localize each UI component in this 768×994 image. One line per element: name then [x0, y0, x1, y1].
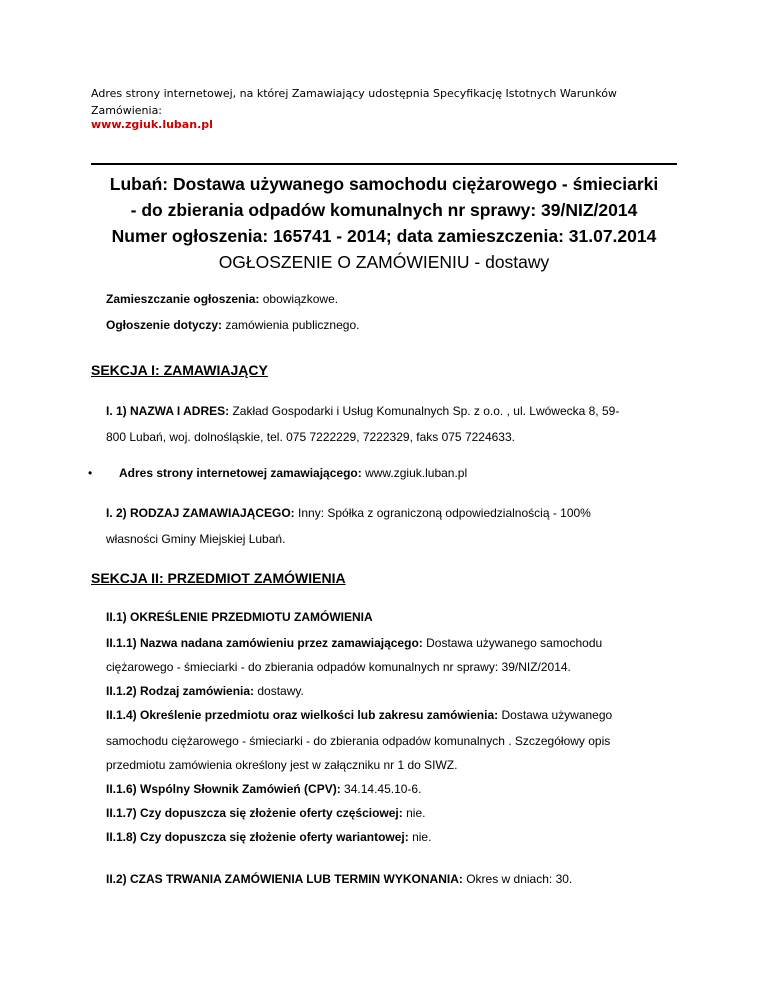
- s2-i2-label: II.2) CZAS TRWANIA ZAMÓWIENIA LUB TERMIN WYKONANIA:: [106, 872, 463, 886]
- s2-i116-value: 34.14.45.10-6.: [340, 782, 422, 796]
- meta-dotyczy: [106, 318, 359, 332]
- s2-i111-label: II.1.1) Nazwa nadana zamówieniu przez zamawiającego:: [106, 636, 423, 650]
- horizontal-divider: [91, 163, 677, 165]
- s1-www-label: Adres strony internetowej zamawiającego:: [119, 466, 362, 480]
- announcement-title: [91, 171, 677, 275]
- s2-i114-label: II.1.4) Określenie przedmiotu oraz wielkości lub zakresu zamówienia:: [106, 708, 499, 722]
- s2-i111-line2: ciężarowego - śmieciarki - do zbierania odpadów komunalnych nr sprawy: 39/NIZ/2014.: [106, 660, 571, 674]
- bullet-icon: •: [88, 466, 93, 480]
- s2-i111-line1: [106, 636, 602, 650]
- s2-i117-value: nie.: [402, 806, 426, 820]
- s1-www-value: www.zgiuk.luban.pl: [361, 466, 468, 480]
- meta-zamieszczanie-value: obowiązkowe.: [259, 292, 339, 306]
- title-line-2: - do zbierania odpadów komunalnych nr sprawy: 39/NIZ/2014: [130, 200, 638, 220]
- s2-sub1: [106, 610, 373, 624]
- s2-i118-value: nie.: [408, 830, 432, 844]
- s2-i117-label: II.1.7) Czy dopuszcza się złożenie oferty częściowej:: [106, 806, 403, 820]
- s1-www: [119, 466, 467, 480]
- s2-sub1-label: II.1) OKREŚLENIE PRZEDMIOTU ZAMÓWIENIA: [106, 610, 373, 624]
- title-line-3: Numer ogłoszenia: 165741 - 2014; data zamieszczenia: 31.07.2014: [111, 226, 657, 246]
- meta-dotyczy-value: zamówienia publicznego.: [222, 318, 360, 332]
- s2-i114-line1: [106, 708, 612, 722]
- header-note: [91, 85, 651, 119]
- s2-i111-value-1: Dostawa używanego samochodu: [422, 636, 603, 650]
- section-2-heading: SEKCJA II: PRZEDMIOT ZAMÓWIENIA: [91, 570, 346, 586]
- s2-i114-line3: przedmiotu zamówienia określony jest w załączniku nr 1 do SIWZ.: [106, 758, 458, 772]
- section-1-heading: SEKCJA I: ZAMAWIAJĄCY: [91, 362, 268, 378]
- s2-i117: [106, 806, 425, 820]
- website-link[interactable]: www.zgiuk.luban.pl: [91, 118, 213, 131]
- s2-i112-label: II.1.2) Rodzaj zamówienia:: [106, 684, 255, 698]
- s1-rodzaj-line1: [106, 506, 591, 520]
- s2-i116: [106, 782, 421, 796]
- s1-nazwa-label: I. 1) NAZWA I ADRES:: [106, 404, 230, 418]
- s1-nazwa-line2: 800 Lubań, woj. dolnośląskie, tel. 075 7222229, 7222329, faks 075 7224633.: [106, 430, 515, 444]
- s1-rodzaj-line2: własności Gminy Miejskiej Lubań.: [106, 532, 286, 546]
- s1-nazwa-line1: [106, 404, 619, 418]
- s2-i112-value: dostawy.: [254, 684, 304, 698]
- meta-zamieszczanie-label: Zamieszczanie ogłoszenia:: [106, 292, 260, 306]
- s1-rodzaj-label: I. 2) RODZAJ ZAMAWIAJĄCEGO:: [106, 506, 295, 520]
- meta-dotyczy-label: Ogłoszenie dotyczy:: [106, 318, 223, 332]
- title-line-4: OGŁOSZENIE O ZAMÓWIENIU - dostawy: [218, 252, 550, 272]
- s2-i114-value-1: Dostawa używanego: [498, 708, 613, 722]
- s2-i2: [106, 872, 572, 886]
- meta-zamieszczanie: [106, 292, 338, 306]
- s2-i116-label: II.1.6) Wspólny Słownik Zamówień (CPV):: [106, 782, 341, 796]
- s2-i2-value: Okres w dniach: 30.: [462, 872, 573, 886]
- title-line-1: Lubań: Dostawa używanego samochodu ciężarowego - śmieciarki: [109, 174, 659, 194]
- s2-i114-line2: samochodu ciężarowego - śmieciarki - do zbierania odpadów komunalnych . Szczegółowy opis: [106, 734, 611, 748]
- s2-i112: [106, 684, 304, 698]
- s1-nazwa-value-1: Zakład Gospodarki i Usług Komunalnych Sp. z o.o. , ul. Lwówecka 8, 59-: [229, 404, 620, 418]
- header-note-line1: Adres strony internetowej, na której Zamawiający udostępnia Specyfikację Istotnych Warunków: [91, 87, 617, 100]
- s1-rodzaj-value-1: Inny: Spółka z ograniczoną odpowiedzialnością - 100%: [294, 506, 591, 520]
- s2-i118-label: II.1.8) Czy dopuszcza się złożenie oferty wariantowej:: [106, 830, 409, 844]
- s2-i118: [106, 830, 431, 844]
- header-note-line2: Zamówienia:: [91, 104, 163, 117]
